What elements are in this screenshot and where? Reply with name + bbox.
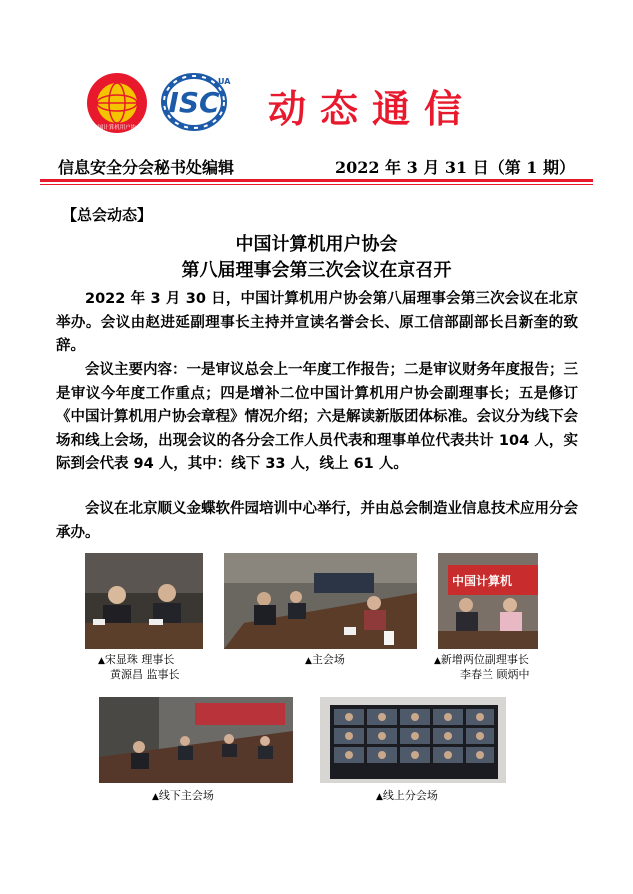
masthead-title: 动态通信 [268, 87, 477, 131]
caption-main-venue [305, 653, 345, 668]
caption-chairmen-line2: 黄源昌 监事长 [110, 668, 180, 681]
logo-caption: 中国计算机用户协会 [92, 125, 142, 131]
triangle-marker-icon: ▲ [376, 792, 383, 802]
paragraph-3: 会议在北京顺义金蝶软件园培训中心举行，并由总会制造业信息技术应用分会承办。 [56, 501, 578, 541]
photo-offline-venue [99, 697, 293, 783]
caption-offline-venue [152, 789, 214, 804]
caption-vice-chairs-line1: 新增两位副理事长 [440, 653, 529, 666]
paragraph-2: 会议主要内容：一是审议总会上一年度工作报告；二是审议财务年度报告；三是审议今年度工作重点；四是增补二位中国计算机用户协会副理事长；五是修订《中国计算机用户协会章程》情况介绍；六是解读新版团体标准。会议分为线下会场和线上会场，出现会议的各分会工作人员代表和理事单位代表共计 104 人，实际到会代表 94 人，其中：线下 33 人，线上 61 人。 [56, 362, 578, 472]
photo-chairmen [85, 553, 203, 649]
photo-main-venue [224, 553, 417, 649]
triangle-marker-icon: ▲ [98, 656, 105, 666]
caption-offline-venue-text: 线下主会场 [158, 789, 214, 802]
triangle-marker-icon: ▲ [152, 792, 159, 802]
section-heading: 【总会动态】 [62, 206, 153, 224]
isc-logo-sub: UA [218, 77, 231, 86]
editor-line: 信息安全分会秘书处编辑 [58, 158, 235, 177]
article-title-line2: 第八届理事会第三次会议在京召开 [181, 260, 452, 281]
header-rule-thin [40, 184, 593, 185]
caption-vice-chairs [434, 653, 530, 681]
banner-text: 中国计算机 [452, 574, 513, 588]
photo-vice-chairs [438, 553, 538, 649]
association-logo-icon [86, 72, 148, 134]
triangle-marker-icon: ▲ [305, 656, 312, 666]
caption-main-venue-text: 主会场 [311, 653, 345, 666]
caption-online-venue [376, 789, 438, 804]
paragraph-1: 2022 年 3 月 30 日，中国计算机用户协会第八届理事会第三次会议在北京举办。会议由赵进延副理事长主持并宣读名誉会长、原工信部副部长吕新奎的致辞。 [56, 291, 578, 354]
caption-chairmen [98, 653, 180, 681]
article-title-line1: 中国计算机用户协会 [235, 234, 398, 255]
triangle-marker-icon: ▲ [434, 656, 441, 666]
isc-logo-icon [160, 70, 232, 134]
isc-logo-letters: ISC [168, 86, 220, 119]
caption-online-venue-text: 线上分会场 [382, 789, 438, 802]
caption-chairmen-line1: 宋显珠 理事长 [104, 653, 175, 666]
header-rule-thick [40, 179, 593, 182]
photo-online-venue [320, 697, 506, 783]
caption-vice-chairs-line2: 李春兰 顾炳中 [460, 668, 530, 681]
issue-date: 2022 年 3 月 31 日（第 1 期） [334, 158, 575, 177]
